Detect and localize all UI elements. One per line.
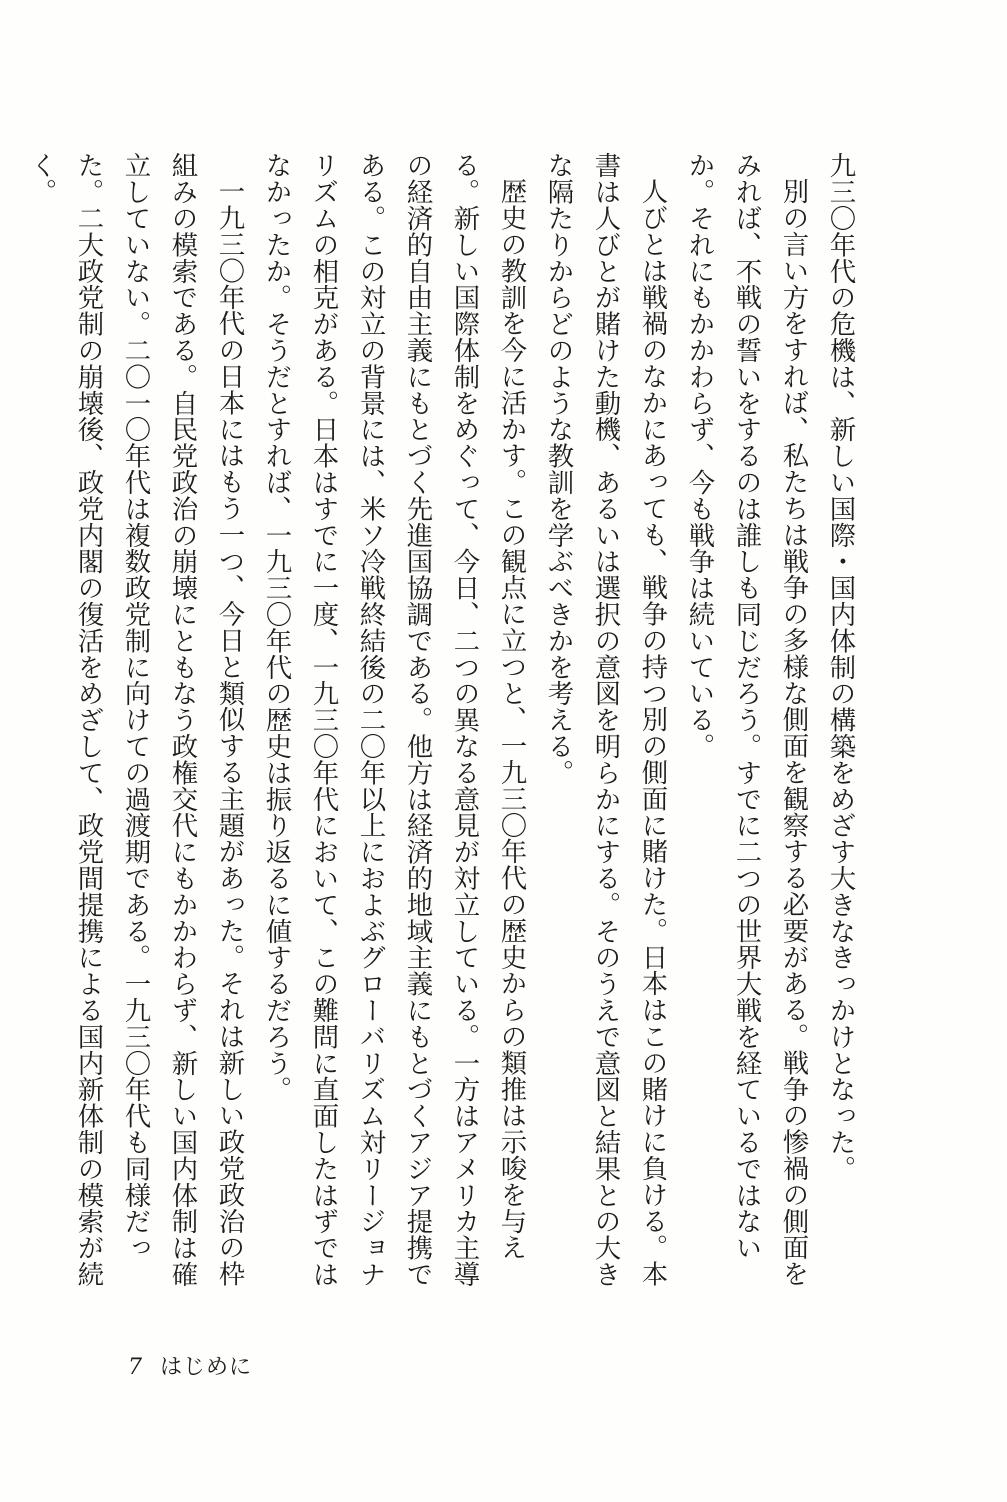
paragraph-4: 歴史の教訓を今に活かす。この観点に立つと、一九三〇年代の歴史からの類推は示唆を与える。新しい国際体制をめぐって、今日、二つの異なる意見が対立している。一方はアメリカ主導の経済的自由主義にもとづく先進国協調である。他方は経済的地域主義にもとづくアジア提携である。この対立の背景には、米ソ冷戦終結後の二〇年以上におよぶグローバリズム対リージョナリズムの相克がある。日本はすでに一度、一九三〇年代において、この難問に直面したはずではなかったか。そうだとすれば、一九三〇年代の歴史は振り返るに値するだろう。 <box>261 152 527 1288</box>
paragraph-2: 別の言い方をすれば、私たちは戦争の多様な側面を観察する必要がある。戦争の惨禍の側面をみれば、不戦の誓いをするのは誰しも同じだろう。すでに二つの世界大戦を経ているではないか。それにもかかわらず、今も戦争は続いている。 <box>684 152 809 1288</box>
paragraph-3: 人びとは戦禍のなかにあっても、戦争の持つ別の側面に賭けた。日本はこの賭けに負ける。本書は人びとが賭けた動機、あるいは選択の意図を明らかにする。そのうえで意図と結果との大きな隔たりからどのような教訓を学ぶべきかを考える。 <box>543 152 668 1288</box>
page-number: 7 <box>128 1355 142 1380</box>
running-head: はじめに <box>160 1355 253 1380</box>
page-footer <box>128 1350 252 1381</box>
body-text <box>18 152 864 1302</box>
paragraph-1: 九三〇年代の危機は、新しい国際・国内体制の構築をめざす大きなきっかけとなった。 <box>825 152 856 1182</box>
paragraph-5: 一九三〇年代の日本にはもう一つ、今日と類似する主題があった。それは新しい政党政治の枠組みの模索である。自民党政治の崩壊にともなう政権交代にもかかわらず、新しい国内体制は確立していない。二〇一〇年代は複数政党制に向けての過渡期である。一九三〇年代も同様だった。二大政党制の崩壊後、政党内閣の復活をめざして、政党間提携による国内新体制の模索が続く。 <box>26 152 245 1288</box>
